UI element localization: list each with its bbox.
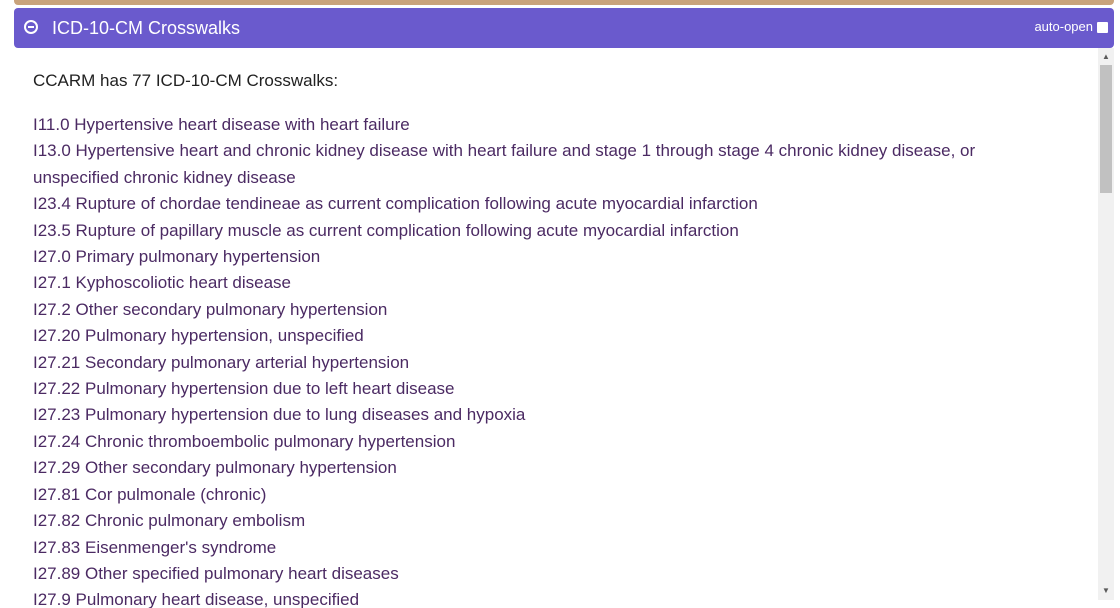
crosswalk-item[interactable]: I27.81 Cor pulmonale (chronic) [33,484,267,504]
crosswalk-item[interactable]: I27.0 Primary pulmonary hypertension [33,247,321,267]
vertical-scrollbar[interactable] [1098,48,1114,600]
crosswalk-item[interactable]: I27.23 Pulmonary hypertension due to lung diseases and hypoxia [33,405,526,425]
crosswalk-count-text: CCARM has 77 ICD-10-CM Crosswalks: [33,71,339,90]
crosswalk-item[interactable]: I27.1 Kyphoscoliotic heart disease [33,273,291,293]
auto-open-label: auto-open [1034,19,1093,34]
auto-open-checkbox[interactable] [1097,22,1108,33]
scroll-up-arrow-icon[interactable]: ▲ [1102,52,1110,61]
crosswalk-item[interactable]: I27.29 Other secondary pulmonary hypertension [33,458,397,478]
crosswalk-item[interactable]: I27.9 Pulmonary heart disease, unspecified [33,590,360,608]
crosswalk-item[interactable]: I11.0 Hypertensive heart disease with heart failure [33,115,410,134]
crosswalk-item[interactable]: I27.2 Other secondary pulmonary hypertension [33,299,388,319]
crosswalk-item[interactable]: I27.89 Other specified pulmonary heart diseases [33,563,399,583]
crosswalk-list [33,112,1033,608]
scrollbar-thumb[interactable] [1100,65,1112,193]
crosswalk-item[interactable]: I27.20 Pulmonary hypertension, unspecified [33,326,364,346]
crosswalks-panel-header[interactable] [14,8,1114,48]
scroll-down-arrow-icon[interactable]: ▼ [1102,586,1110,595]
collapse-circle-minus-icon[interactable] [24,20,38,34]
crosswalk-item[interactable]: I27.21 Secondary pulmonary arterial hypertension [33,352,410,372]
panel-title: ICD-10-CM Crosswalks [52,18,241,38]
crosswalk-item[interactable]: I27.22 Pulmonary hypertension due to left heart disease [33,379,455,399]
crosswalk-item[interactable]: I13.0 Hypertensive heart and chronic kidney disease with heart failure and stage 1 through stage 4 chronic kidney disease, or unspecified chronic kidney disease [33,141,976,187]
auto-open-toggle[interactable] [1034,19,1108,35]
crosswalk-item[interactable]: I23.4 Rupture of chordae tendineae as current complication following acute myocardial infarction [33,194,758,214]
previous-panel-edge [14,0,1114,5]
crosswalks-content [14,48,1098,608]
crosswalk-item[interactable]: I27.24 Chronic thromboembolic pulmonary hypertension [33,431,456,451]
crosswalk-item[interactable]: I23.5 Rupture of papillary muscle as current complication following acute myocardial infarction [33,220,739,240]
crosswalk-item[interactable]: I27.83 Eisenmenger's syndrome [33,537,277,557]
crosswalk-item[interactable]: I27.82 Chronic pulmonary embolism [33,511,306,531]
